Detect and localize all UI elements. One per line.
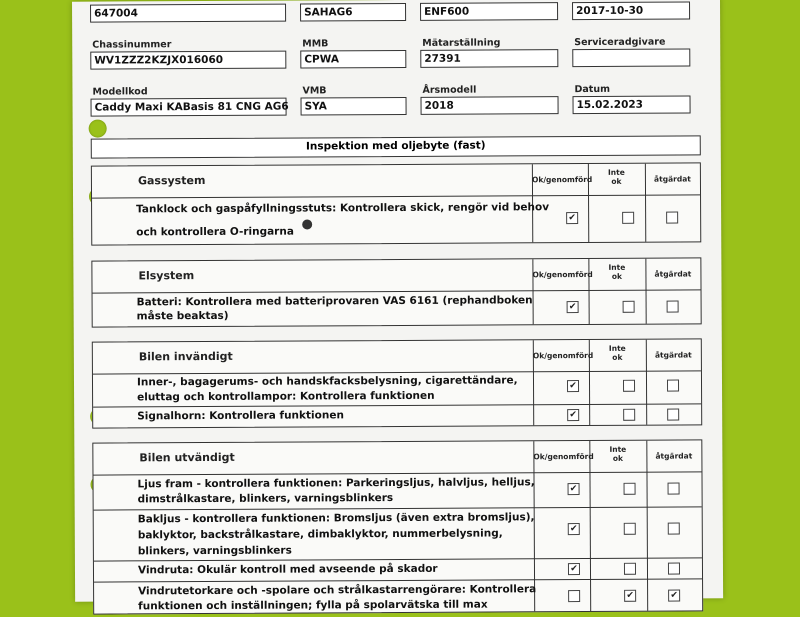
row-text-line: funktionen och inställningen; fylla på spolarvätska till max bbox=[138, 598, 488, 613]
mmb-label: MMB bbox=[302, 38, 329, 50]
section-title: Bilen invändigt bbox=[138, 349, 233, 364]
section-gas-system bbox=[91, 162, 701, 245]
checklist-row bbox=[93, 404, 701, 427]
fixed-checkbox[interactable] bbox=[667, 380, 679, 392]
fixed-checkbox[interactable] bbox=[668, 483, 680, 495]
col-ok-header: Ok/genomförd bbox=[531, 174, 593, 185]
not-ok-checkbox[interactable] bbox=[623, 409, 635, 421]
col-ok-header: Ok/genomförd bbox=[533, 451, 594, 462]
not-ok-checkbox[interactable] bbox=[624, 563, 636, 575]
fixed-checkbox[interactable] bbox=[667, 301, 679, 313]
fixed-checkbox[interactable] bbox=[668, 523, 680, 535]
row-text-line: Inner-, bagagerums- och handskfacksbelysning, cigarettändare, bbox=[136, 374, 518, 389]
ok-checkbox[interactable]: ✔ bbox=[567, 409, 579, 421]
section-exterior bbox=[92, 439, 703, 614]
model-field: Caddy Maxi KABasis 81 CNG AG6 bbox=[91, 98, 287, 117]
inspection-title: Inspektion med oljebyte (fast) bbox=[91, 135, 701, 158]
row-text-line: Vindrutetorkare och -spolare och strålkastarrengörare: Kontrollera bbox=[138, 583, 537, 598]
vmb-field: SYA bbox=[301, 97, 407, 116]
marker-dot bbox=[302, 219, 312, 229]
checklist-row bbox=[94, 579, 702, 616]
checklist-row bbox=[94, 507, 702, 561]
col-fixed-header: åtgärdat bbox=[655, 451, 693, 461]
row-text-line: måste beaktas) bbox=[136, 309, 229, 323]
advisor-field bbox=[572, 48, 690, 67]
ok-checkbox[interactable] bbox=[568, 590, 580, 602]
col-fixed-header: åtgärdat bbox=[654, 174, 691, 184]
section-title: Bilen utvändigt bbox=[139, 450, 235, 465]
ok-checkbox[interactable]: ✔ bbox=[568, 483, 580, 495]
fixed-checkbox[interactable] bbox=[666, 212, 678, 224]
not-ok-checkbox[interactable] bbox=[623, 301, 635, 313]
inspection-form-sheet bbox=[72, 0, 723, 613]
col-not-ok-header: Inte ok bbox=[609, 444, 627, 463]
section-electrical bbox=[91, 257, 701, 327]
col-fixed-header: åtgärdat bbox=[654, 350, 692, 360]
chassis-field: WV1ZZZ2KZJX016060 bbox=[90, 51, 286, 70]
section-title: Elsystem bbox=[138, 269, 195, 283]
row-text-line: Signalhorn: Kontrollera funktionen bbox=[137, 409, 344, 423]
row-text-line: Ljus fram - kontrollera funktionen: Parkeringsljus, halvljus, helljus, bbox=[137, 476, 535, 491]
row-text-line: dimstrålkastare, blinkers, varningsblinkers bbox=[137, 492, 394, 506]
ok-checkbox[interactable]: ✔ bbox=[566, 212, 578, 224]
date-field: 15.02.2023 bbox=[573, 95, 691, 114]
fixed-checkbox[interactable] bbox=[667, 409, 679, 421]
ok-checkbox[interactable]: ✔ bbox=[568, 563, 580, 575]
fixed-checkbox[interactable]: ✔ bbox=[668, 590, 680, 602]
col-not-ok-header: Inte ok bbox=[607, 167, 625, 186]
not-ok-checkbox[interactable] bbox=[624, 523, 636, 535]
checklist-row bbox=[93, 371, 701, 407]
checklist-row bbox=[93, 290, 701, 326]
checklist-row bbox=[92, 195, 700, 244]
order-number-field: 647004 bbox=[90, 4, 286, 23]
col-ok-header: Ok/genomförd bbox=[532, 350, 594, 361]
code-field: SAHAG6 bbox=[300, 3, 406, 22]
not-ok-checkbox[interactable] bbox=[624, 483, 636, 495]
advisor-label: Serviceradgivare bbox=[574, 36, 666, 49]
ok-checkbox[interactable]: ✔ bbox=[568, 523, 580, 535]
section-title: Gassystem bbox=[137, 174, 206, 188]
col-fixed-header: åtgärdat bbox=[654, 269, 692, 279]
row-text-line: Vindruta: Okulär kontroll med avseende på skador bbox=[137, 562, 438, 577]
not-ok-checkbox[interactable]: ✔ bbox=[624, 590, 636, 602]
ok-checkbox[interactable]: ✔ bbox=[567, 380, 579, 392]
ok-checkbox[interactable]: ✔ bbox=[567, 301, 579, 313]
odometer-label: Mätarställning bbox=[422, 37, 501, 49]
year-field: 2018 bbox=[421, 96, 559, 115]
plate-field: ENF600 bbox=[420, 2, 558, 21]
mmb-field: CPWA bbox=[300, 50, 406, 69]
row-text-line: Tanklock och gaspåfyllningsstuts: Kontrollera skick, rengör vid behov bbox=[136, 201, 550, 216]
not-ok-checkbox[interactable] bbox=[622, 212, 634, 224]
checklist-row bbox=[93, 472, 701, 510]
registration-date-field: 2017-10-30 bbox=[572, 1, 690, 20]
year-label: Årsmodell bbox=[422, 84, 477, 96]
row-text-line: baklyktor, backstrålkastare, dimbaklyktor, nummerbelysning, bbox=[137, 527, 503, 542]
model-label: Modellkod bbox=[92, 86, 148, 98]
chassis-label: Chassinummer bbox=[92, 39, 172, 51]
row-text-line: Batteri: Kontrollera med batteriprovaren VAS 6161 (rephandboken bbox=[136, 294, 533, 309]
col-not-ok-header: Inte ok bbox=[608, 262, 626, 281]
date-label: Datum bbox=[574, 83, 610, 96]
col-ok-header: Ok/genomförd bbox=[532, 269, 593, 280]
col-not-ok-header: Inte ok bbox=[608, 343, 626, 362]
not-ok-checkbox[interactable] bbox=[623, 380, 635, 392]
fixed-checkbox[interactable] bbox=[668, 563, 680, 575]
odometer-field: 27391 bbox=[420, 49, 558, 68]
row-text-line: blinkers, varningsblinkers bbox=[137, 544, 292, 558]
vmb-label: VMB bbox=[302, 85, 327, 97]
row-text-line: Bakljus - kontrollera funktionen: Bromsljus (även extra bromsljus), bbox=[137, 511, 535, 526]
section-interior bbox=[92, 338, 702, 428]
row-text-line: eluttag och kontrollampor: Kontrollera funktionen bbox=[137, 389, 435, 404]
row-text-line: och kontrollera O-ringarna bbox=[136, 225, 294, 239]
punch-hole bbox=[89, 120, 107, 138]
